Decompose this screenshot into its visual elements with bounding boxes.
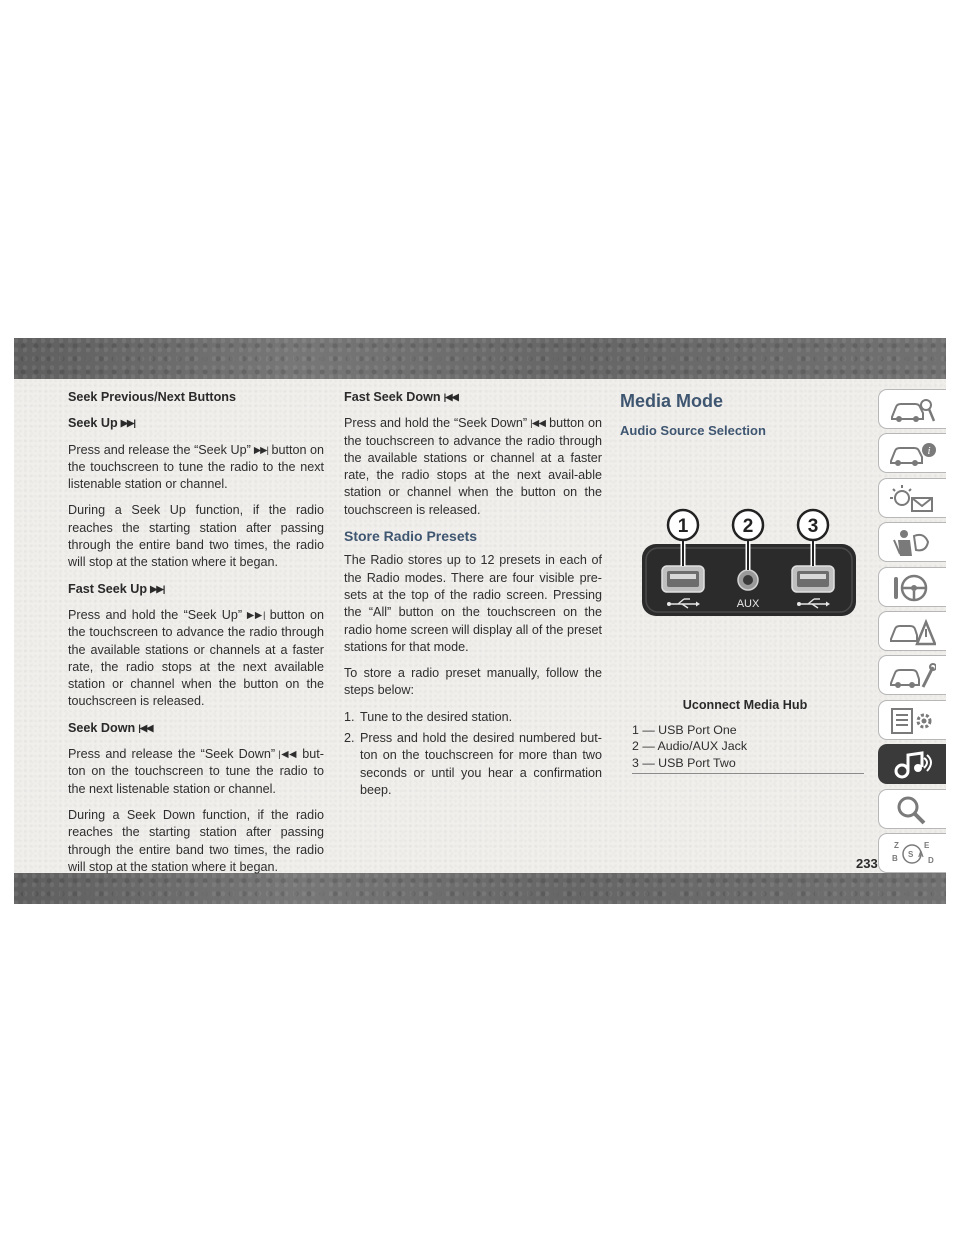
- list-item: 1. Tune to the desired station.: [344, 709, 513, 724]
- paragraph-fast-seek-up: Press and hold the “Seek Up” ▶▶| button on the touchscreen to advance the radio through the available stations or channels at a faster rate, the radio stops at the next available station or channel when the button on the touchscreen is released.: [68, 607, 324, 709]
- index-letters-icon: [888, 839, 936, 869]
- svg-text:Z: Z: [894, 840, 899, 850]
- svg-text:E: E: [924, 840, 930, 850]
- aux-jack: [738, 570, 758, 590]
- subheading-audio-source: Audio Source Selection: [620, 423, 766, 438]
- paragraph-seek-up-1: Press and release the “Seek Up” ▶▶| button on the touchscreen to tune the radio to the next listenable station or channel.: [68, 442, 325, 492]
- svg-text:3: 3: [807, 516, 819, 537]
- figure-caption: Uconnect Media Hub: [682, 698, 808, 712]
- warning-lights-message-icon: [888, 484, 936, 514]
- paragraph-presets-2: To store a radio preset manually, follow the steps below:: [344, 666, 602, 698]
- subheading-fast-seek-down: Fast Seek Down |◀◀: [344, 390, 458, 404]
- svg-text:i: i: [927, 445, 931, 458]
- svg-text:B: B: [892, 853, 898, 863]
- usb-port-two: [792, 566, 834, 592]
- subheading-seek-up: Seek Up ▶▶|: [68, 416, 135, 431]
- svg-text:A: A: [918, 849, 924, 859]
- left-column: [68, 389, 324, 885]
- service-wrench-icon: [888, 661, 936, 691]
- media-hub-illustration: [620, 508, 870, 638]
- customer-assistance-magnifier-icon: [888, 795, 936, 825]
- chapter-tab-index[interactable]: [878, 833, 946, 873]
- svg-text:2: 2: [742, 516, 754, 537]
- page-number: 233: [856, 856, 878, 871]
- specifications-gear-icon: [888, 706, 936, 736]
- middle-column: [344, 389, 602, 803]
- usb-port-one: [662, 566, 704, 592]
- header-texture-band: [14, 338, 946, 379]
- chapter-tab-starting-operating[interactable]: [878, 567, 946, 607]
- seek-forward-icon: ▶▶|: [120, 418, 135, 430]
- paragraph-seek-down-1: Press and release the “Seek Down” |◀◀ but-ton on the touchscreen to tune the radio to the next listenable station or channel.: [68, 747, 324, 796]
- seek-back-icon: |◀◀: [138, 722, 153, 734]
- chapter-tab-multimedia[interactable]: [878, 744, 946, 784]
- chapter-tab-warning-lights[interactable]: [878, 478, 946, 518]
- multimedia-music-icon: [888, 750, 936, 780]
- preset-steps-list: [344, 709, 602, 799]
- paragraph-seek-up-2: During a Seek Up function, if the radio reaches the starting station after passing through the entire band two times, the radio will stop at the station where it began.: [68, 503, 324, 570]
- chapter-tab-vehicle[interactable]: [878, 433, 946, 473]
- chapter-tab-safety[interactable]: [878, 522, 946, 562]
- svg-text:S: S: [908, 849, 914, 859]
- vehicle-info-icon: [888, 439, 936, 469]
- chapter-tab-getting-to-know[interactable]: [878, 389, 946, 429]
- paragraph-presets-1: The Radio stores up to 12 presets in each of the Radio modes. There are four visible pre-sets at the top of the radio screen. Pressing the “All” button on the touchscreen on the radio home screen will display all of the preset stations for that mode.: [344, 553, 602, 654]
- chapter-tab-specifications[interactable]: [878, 700, 946, 740]
- legend-item: 1 — USB Port One: [632, 723, 737, 737]
- paragraph-fast-seek-down: Press and hold the “Seek Down” |◀◀ button on the touchscreen to advance the radio through the available stations or channel at a faster rate, the radio stops at the next avail-able station or channel when the button on the touchscreen is released.: [344, 416, 602, 517]
- section-heading-seek-buttons: Seek Previous/Next Buttons: [68, 390, 236, 404]
- chapter-tab-customer-assistance[interactable]: [878, 789, 946, 829]
- safety-airbag-icon: [888, 528, 936, 558]
- svg-text:D: D: [928, 855, 934, 865]
- seek-forward-icon: ▶▶|: [253, 444, 268, 456]
- callout-1: [668, 510, 698, 540]
- chapter-tab-emergency[interactable]: [878, 611, 946, 651]
- chapter-tab-servicing[interactable]: [878, 655, 946, 695]
- seek-back-icon: |◀◀: [530, 418, 546, 430]
- steering-wheel-icon: [888, 573, 936, 603]
- callout-3: [798, 510, 828, 540]
- legend-item: 3 — USB Port Two: [632, 755, 736, 770]
- section-heading-store-presets: Store Radio Presets: [344, 528, 478, 545]
- aux-label: AUX: [736, 598, 760, 610]
- list-item: 2. Press and hold the desired numbered but-ton on the touchscreen for more than two seconds or until you hear a confirmation beep.: [344, 731, 602, 797]
- subheading-seek-down: Seek Down |◀◀: [68, 720, 153, 735]
- seek-back-icon: |◀◀: [278, 749, 298, 761]
- seek-back-icon: |◀◀: [443, 392, 458, 403]
- figure-legend: [632, 722, 864, 774]
- seek-forward-icon: ▶▶|: [150, 583, 165, 595]
- emergency-triangle-icon: [888, 617, 936, 647]
- vehicle-key-icon: [888, 395, 936, 425]
- chapter-tabs: [878, 389, 946, 877]
- subheading-fast-seek-up: Fast Seek Up ▶▶|: [68, 581, 165, 596]
- svg-text:1: 1: [677, 516, 689, 537]
- callout-2: [733, 510, 763, 540]
- seek-forward-icon: ▶▶|: [245, 609, 265, 621]
- legend-item: 2 — Audio/AUX Jack: [632, 739, 748, 754]
- section-title-media-mode: Media Mode: [620, 391, 724, 411]
- paragraph-seek-down-2: During a Seek Down function, if the radio reaches the starting station after passing through the entire band two times, the radio will stop at the station where it began.: [68, 807, 324, 874]
